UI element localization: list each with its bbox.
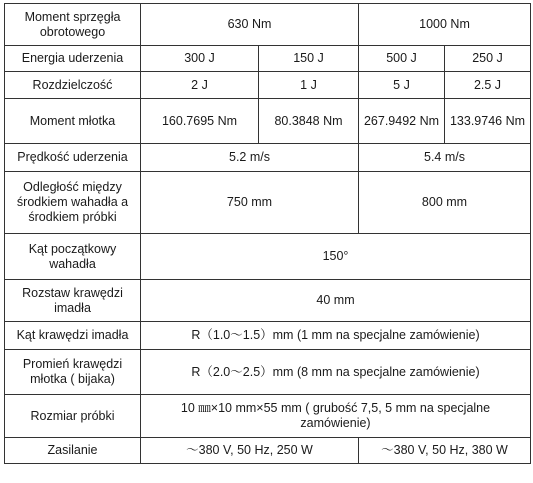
table-row-torque (5, 4, 531, 46)
distance-cell: 750 mm (141, 172, 359, 234)
power-cell: ～380 V, 50 Hz, 380 W (359, 438, 531, 464)
resolution-cell: 5 J (359, 72, 445, 99)
row-label-impact-speed: Prędkość uderzenia (5, 144, 141, 172)
row-label-start-angle: Kąt początkowy wahadła (5, 234, 141, 280)
distance-cell: 800 mm (359, 172, 531, 234)
energy-cell: 150 J (259, 46, 359, 72)
energy-cell: 500 J (359, 46, 445, 72)
row-label-hammer-moment: Moment młotka (5, 99, 141, 144)
power-cell: ～380 V, 50 Hz, 250 W (141, 438, 359, 464)
hammer-radius-cell: R（2.0～2.5）mm (8 mm na specjalne zamówienie) (141, 350, 531, 395)
hammer-moment-cell: 267.9492 Nm (359, 99, 445, 144)
table-row-power (5, 438, 531, 464)
table-row-anvil-angle (5, 322, 531, 350)
sample-size-cell: 10 ㎜×10 mm×55 mm ( grubość 7,5, 5 mm na specjalne zamówienie) (141, 395, 531, 438)
row-label-power: Zasilanie (5, 438, 141, 464)
hammer-moment-cell: 133.9746 Nm (445, 99, 531, 144)
table-row-anvil-spacing (5, 280, 531, 322)
table-row-start-angle (5, 234, 531, 280)
row-label-anvil-angle: Kąt krawędzi imadła (5, 322, 141, 350)
resolution-cell: 2 J (141, 72, 259, 99)
row-label-anvil-spacing: Rozstaw krawędzi imadła (5, 280, 141, 322)
specification-table (4, 3, 531, 464)
table-row-hammer-moment (5, 99, 531, 144)
start-angle-cell: 150° (141, 234, 531, 280)
table-row-energy (5, 46, 531, 72)
energy-cell: 250 J (445, 46, 531, 72)
anvil-angle-cell: R（1.0～1.5）mm (1 mm na specjalne zamówienie) (141, 322, 531, 350)
impact-speed-cell: 5.2 m/s (141, 144, 359, 172)
table-row-sample-size (5, 395, 531, 438)
resolution-cell: 2.5 J (445, 72, 531, 99)
table-row-resolution (5, 72, 531, 99)
anvil-spacing-cell: 40 mm (141, 280, 531, 322)
row-label-energy: Energia uderzenia (5, 46, 141, 72)
torque-value-630: 630 Nm (141, 4, 359, 46)
resolution-cell: 1 J (259, 72, 359, 99)
table-row-distance (5, 172, 531, 234)
table-row-impact-speed (5, 144, 531, 172)
energy-cell: 300 J (141, 46, 259, 72)
row-label-resolution: Rozdzielczość (5, 72, 141, 99)
impact-speed-cell: 5.4 m/s (359, 144, 531, 172)
table-row-hammer-radius (5, 350, 531, 395)
row-label-torque: Moment sprzęgła obrotowego (5, 4, 141, 46)
hammer-moment-cell: 160.7695 Nm (141, 99, 259, 144)
row-label-hammer-radius: Promień krawędzi młotka ( bijaka) (5, 350, 141, 395)
row-label-sample-size: Rozmiar próbki (5, 395, 141, 438)
torque-value-1000: 1000 Nm (359, 4, 531, 46)
row-label-distance: Odległość między środkiem wahadła a środkiem próbki (5, 172, 141, 234)
hammer-moment-cell: 80.3848 Nm (259, 99, 359, 144)
